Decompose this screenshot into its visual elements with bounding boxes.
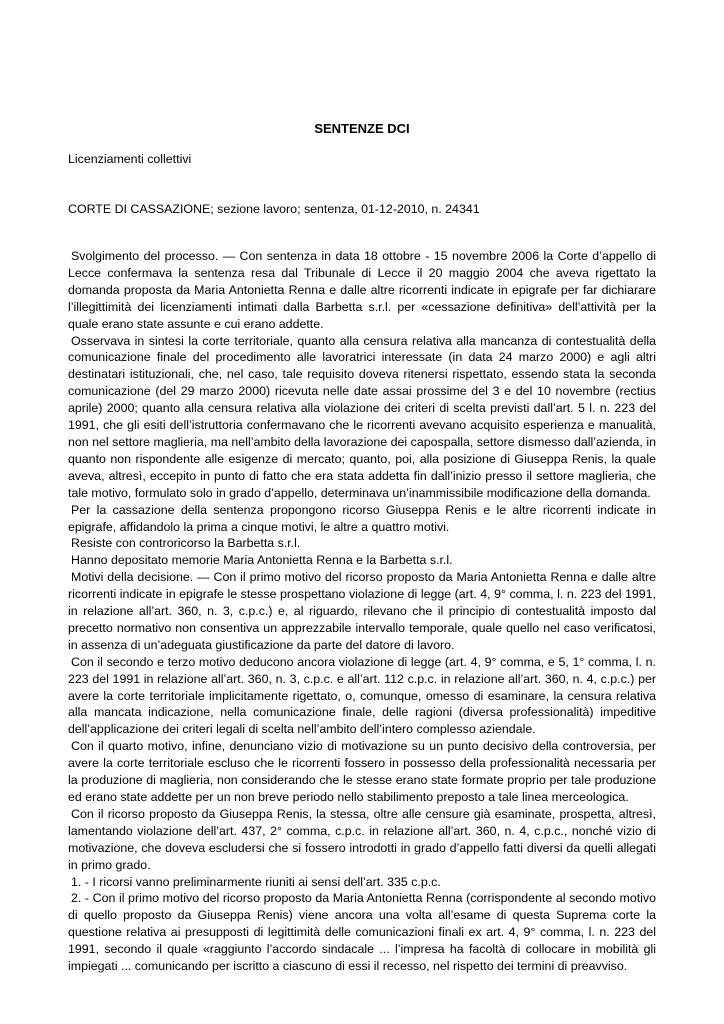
document-body [68, 248, 656, 975]
paragraph-resiste: Resiste con controricorso la Barbetta s.r.l. [71, 536, 301, 551]
paragraph-quarto-motivo: Con il quarto motivo, infine, denunciano vizio di motivazione su un punto decisivo della controversia, per avere la corte territoriale escluso che le ricorrenti fossero in possesso della professionalità necessaria per la produzione di maglieria, non considerando che le stesse erano state formate proprio per tale produzione ed erano state addette per un non breve periodo nello stabilimento preposto a tale linea merceologica. [68, 739, 656, 804]
paragraph-point-2: 2. - Con il primo motivo del ricorso proposto da Maria Antonietta Renna (corrispondente al secondo motivo di quello proposto da Giuseppa Renis) viene ancora una volta all’esame di questa Suprema corte la questione relativa ai presupposti di legittimità delle comunicazioni finali ex art. 4, 9° comma, l. n. 223 del 1991, secondo il quale «raggiunto l’accordo sindacale ... l’impresa ha facoltà di collocare in mobilità gli impiegati ... comunicando per iscritto a ciascuno di essi il recesso, nel rispetto dei termini di preavviso. [68, 891, 656, 974]
paragraph-memorie: Hanno depositato memorie Maria Antonietta Renna e la Barbetta s.r.l. [71, 553, 453, 568]
paragraph-point-1: 1. - I ricorsi vanno preliminarmente riuniti ai sensi dell’art. 335 c.p.c. [71, 874, 441, 889]
paragraph-secondo-terzo-motivo: Con il secondo e terzo motivo deducono ancora violazione di legge (art. 4, 9° comma, e 5, 1° comma, l. n. 223 del 1991 in relazione all’art. 360, n. 3, c.p.c. e all’art. 112 c.p.c. in relazione all’art. 360, n. 4, c.p.c.) per avere la corte territoriale implicitamente rigettato, o, comunque, omesso di esaminare, la censura relativa alla mancata indicazione, nella comunicazione finale, delle ragioni (diversa professionalità) impeditive dell’applicazione dei criteri legali di scelta nell’ambito dell’intero complesso aziendale. [68, 654, 656, 737]
case-citation: CORTE DI CASSAZIONE; sezione lavoro; sentenza, 01-12-2010, n. 24341 [68, 202, 480, 216]
paragraph-ricorso-renis: Con il ricorso proposto da Giuseppa Renis, la stessa, oltre alle censure già esaminate, prospetta, altresì, lamentando violazione dell’art. 437, 2° comma, c.p.c. in relazione all’art. 360, n. 4, c.p.c., nonché vizio di motivazione, che doveva escludersi che si fossero introdotti in grado d’appello fatti diversi da quelli allegati in primo grado. [68, 806, 656, 872]
paragraph-motivi-decisione: Motivi della decisione. — Con il primo motivo del ricorso proposto da Maria Antonietta Renna e dalle altre ricorrenti indicate in epigrafe le stesse prospettano violazione di legge (art. 4, 9° comma, l. n. 223 del 1991, in relazione all’art. 360, n. 3, c.p.c.) e, al riguardo, rilevano che il principio di contestualità imposto dal precetto normativo non consentiva un apprezzabile intervallo temporale, quale quello nel caso verificatosi, in assenza di un’adeguata giustificazione da parte del datore di lavoro. [68, 570, 656, 652]
document-title: SENTENZE DCI [314, 121, 410, 136]
paragraph-svolgimento: Svolgimento del processo. — Con sentenza in data 18 ottobre - 15 novembre 2006 la Corte d’appello di Lecce confermava la sentenza resa dal Tribunale di Lecce il 20 maggio 2004 che aveva rigettato la domanda proposta da Maria Antonietta Renna e dalle altre ricorrenti indicate in epigrafe per far dichiarare l’illegittimità dei licenziamenti intimati dalla Barbetta s.r.l. per «cessazione definitiva» dell’attività per la quale erano state assunte e cui erano addette. [68, 249, 656, 331]
paragraph-cassazione: Per la cassazione della sentenza propongono ricorso Giuseppa Renis e le altre ricorrenti indicate in epigrafe, affidandolo la prima a cinque motivi, le altre a quattro motivi. [68, 502, 656, 534]
paragraph-osservava: Osservava in sintesi la corte territoriale, quanto alla censura relativa alla mancanza di contestualità della comunicazione finale del procedimento alle lavoratrici interessate (in data 24 marzo 2000) e agli altri destinatari istituzionali, che, nel caso, tale requisito doveva ritenersi rispettato, essendo stata la seconda comunicazione (del 29 marzo 2000) ricevuta nelle date assai prossime del 3 e del 10 novembre (rectius aprile) 2000; quanto alla censura relativa alla violazione dei criteri di scelta previsti dall’art. 5 l. n. 223 del 1991, che gli esiti dell’istruttoria confermavano che le ricorrenti avevano acquisito esperienza e manualità, non nel settore maglieria, ma nell’ambito della lavorazione dei capospalla, settore dismesso dall’azienda, in quanto non rispondente alle esigenze di mercato; quanto, poi, alla posizione di Giuseppa Renis, la quale aveva, altresì, eccepito in punto di fatto che era stata addetta fin dall’inizio presso il settore maglieria, che tale motivo, formulato solo in grado d’appello, determinava un’inammissibile modificazione della domanda. [68, 333, 656, 500]
document-subtitle: Licenziamenti collettivi [68, 152, 192, 166]
